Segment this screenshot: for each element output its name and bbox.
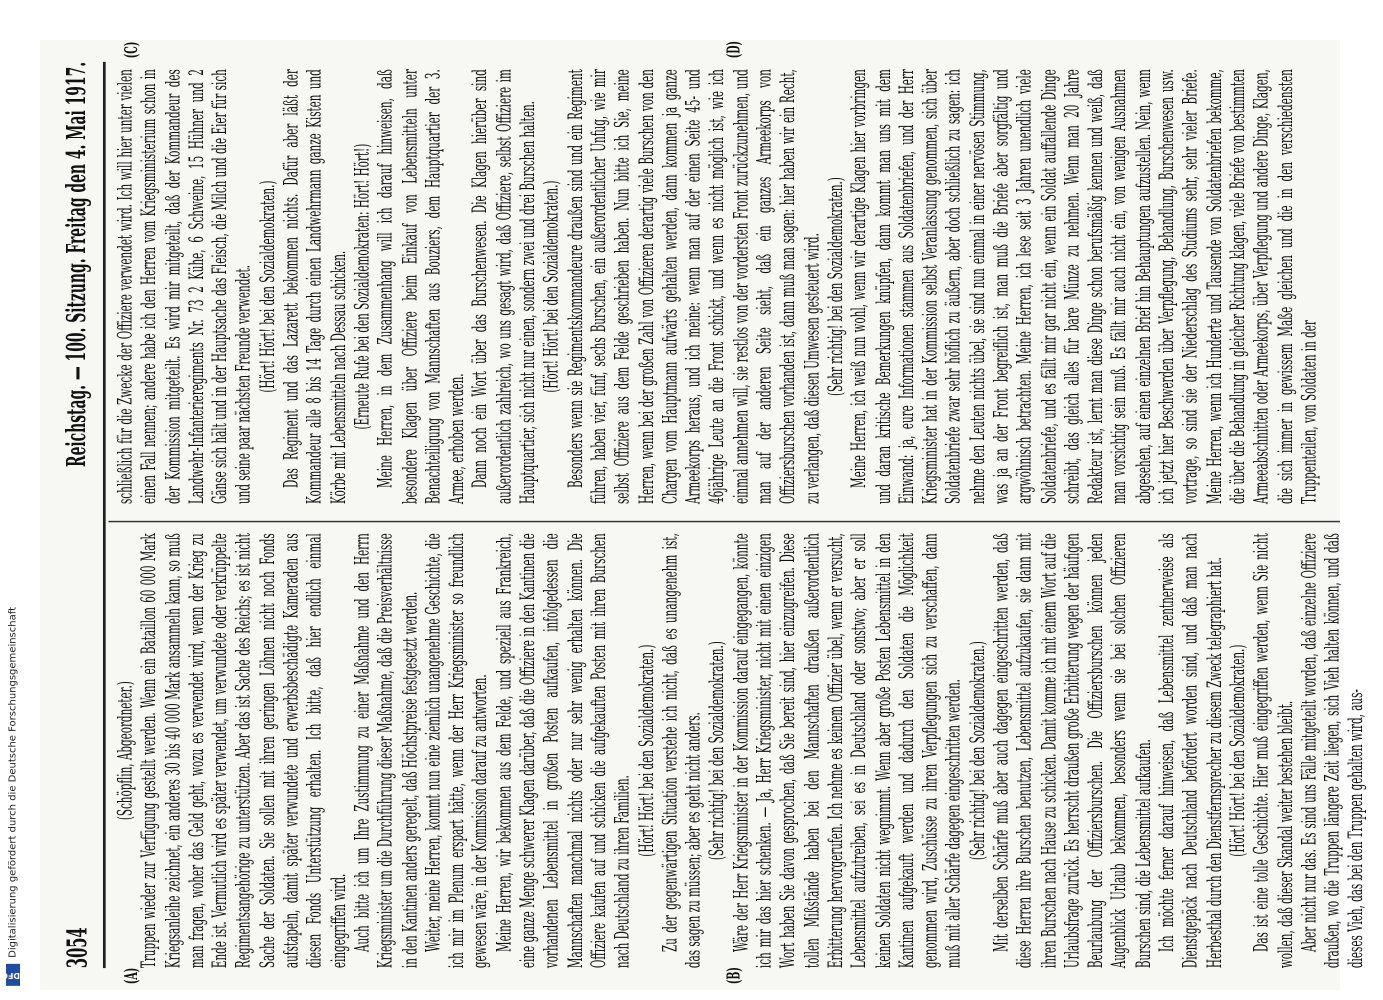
- paragraph: Weiter, meine Herren, kommt nun eine ziemlich unangenehme Geschichte, die ich mir im Plenum erspart hätte, wenn der Herr Kriegsminister so freundlich gewesen wäre, in der Kommission darauf zu antworten.: [422, 533, 493, 969]
- paragraph: Zu der gegenwärtigen Situation verstehe ich nicht, daß es unangenehm ist, das sagen zu müssen; aber es geht nicht anders.: [659, 533, 706, 969]
- credit-text: Digitalisierung gefördert durch die Deutsche Forschungsgemeinschaft: [7, 607, 19, 958]
- margin-marker-c: (C): [122, 41, 143, 59]
- interjection: (Schöpflin, Abgeordneter.): [115, 681, 138, 821]
- page-number: 3054: [60, 927, 94, 969]
- paragraph: Aber nicht nur das. Es sind uns Fälle mitgeteilt worden, daß einzelne Offiziere draußen, wo die Truppen längere Zeit liegen, sich Vieh halten können, und daß dieses Vieh, das bei den Truppen gehalten wird, aus-: [1298, 533, 1368, 969]
- digitization-credit: [1, 607, 20, 986]
- paragraph: Das Regiment und das Lazarett bekommen nichts. Dafür aber läßt der Kommandeur alle 8 bis 14 Tage durch einen Landwehrmann ganze Kisten und Körbe mit Lebensmitteln nach Dessau schicken.: [280, 69, 351, 505]
- rotated-content: [40, 40, 1368, 990]
- column-divider: [108, 521, 1340, 522]
- dfg-logo: DFG: [6, 964, 20, 986]
- paragraph: Meine Herren, in dem Zusammenhang will ich darauf hinweisen, daß besondere Klagen über Offiziere beim Einkauf von Lebensmitteln unter Benachteiligung von Mannschaften aus Bouziers, dem Hauptquartier der 3. Armee, erhoben werden.: [375, 69, 469, 505]
- interjection: (Hört! Hört! bei den Sozialdemokraten.): [541, 180, 564, 393]
- right-column: [115, 69, 1319, 504]
- header-rule: [103, 62, 106, 968]
- interjection: (Hört! Hört! bei den Sozialdemokraten.): [1227, 644, 1250, 857]
- interjection: (Sehr richtig! bei den Sozialdemokraten.): [706, 641, 729, 861]
- margin-marker-b: (B): [724, 967, 745, 985]
- paragraph: Das ist eine tolle Geschichte. Hier muß eingegriffen werden, wenn Sie nicht wollen, daß dieser Skandal weiter bestehen bleibt.: [1251, 533, 1297, 969]
- paragraph: Truppen wieder zur Verfügung gestellt werden. Wenn ein Bataillon 60 000 Mark Kriegsanleihe zeichnet, ein anderes 30 bis 40 000 Mark ansammeln kann, so muß man fragen, woher das Geld geht, wozu es verwendet wird, wenn der Krieg zu Ende ist. Vermutlich wird es später verwendet, um verwundete oder verkrüppelte Regimentsangehörige zu unterstützen. Aber das ist Sache des Reichs; es ist nicht Sache der Soldaten. Sie sollen mit ihren geringen Löhnen nicht noch Fonds aufstapeln, damit später verwundete und erwerbsbeschädigte Kameraden aus diesen Fonds Unterstützung erhalten. Ich bitte, daß hier endlich einmal eingegriffen wird.: [138, 533, 351, 969]
- paragraph: Ich möchte ferner darauf hinweisen, daß Lebensmittel zentnerweise als Dienstgepäck nach Deutschland befördert worden sind, und daß man nach Herbesthal durch den Dienstfernsprecher zu diesem Zweck telegraphiert hat.: [1156, 533, 1226, 969]
- paragraph: Dann noch ein Wort über das Burschenwesen. Die Klagen hierüber sind außerordentlich zahlreich, wo uns gesagt wird, daß Offiziere, selbst Offiziere im Hauptquartier, sich nicht nur einen, sondern zwei und drei Burschen halten.: [470, 69, 540, 505]
- interjection: (Sehr richtig! bei den Sozialdemokraten.): [825, 177, 848, 397]
- paragraph: Meine Herren, ich weiß nun wohl, wenn wir derartige Klagen hier vorbringen und daran kritische Bemerkungen knüpfen, dann kommt man uns mit dem Einwand: ja, eure Informationen stammen aus Soldatenbriefen, und der Herr Kriegsminister hat in der Kommission selbst Veranlassung genommen, sich über Soldatenbriefe zwar sehr höflich zu äußern, aber doch schließlich zu sagen: ich nehme den Leuten nichts übel, sie sind nun einmal in einer nervösen Stimmung, was ja an der Front begreiflich ist, man muß die Briefe aber sorgfältig und argwöhnisch betrachten. Meine Herren, ich lese seit 3 Jahren unendlich viele Soldatenbriefe, und es fällt mir gar nicht ein, wenn ein Soldat auffallende Dinge schreibt, das gleich alles für bare Münze zu nehmen. Wenn man 20 Jahre Redakteur ist, lernt man diese Dinge schon berufsmäßig kennen und weiß, daß man vorsichtig sein muß. Es fällt mir auch nicht ein, von wenigen Ausnahmen abgesehen, auf einen einzelnen Brief hin Behauptungen aufzustellen. Nein, wenn ich jetzt hier Beschwerden über Verpflegung, Behandlung, Burschenwesen usw. vortrage, so sind sie der Niederschlag des Studiums sehr, sehr vieler Briefe. Meine Herren, wenn ich Hunderte und Tausende von Soldatenbriefen bekomme, die über die Behandlung in gleicher Richtung klagen, viele Briefe von bestimmten Armeeabschnitten oder Armeekorps, über Verpflegung und andere Dinge, Klagen, die sich immer in gewissem Maße gleichen und die in den verschiedensten Truppenteilen, von Soldaten in der: [849, 69, 1321, 505]
- left-column: [115, 533, 1368, 969]
- margin-marker-a: (A): [122, 967, 143, 985]
- margin-marker-d: (D): [724, 40, 745, 59]
- interjection: (Hört! Hört! bei den Sozialdemokraten.): [257, 180, 280, 393]
- interjection: (Erneute Rufe bei den Sozialdemokraten: Hört! Hört!): [351, 143, 374, 430]
- interjection: (Hört! Hört! bei den Sozialdemokraten.): [635, 644, 658, 857]
- running-title: Reichstag. — 100. Sitzung. Freitag den 4. Mai 1917.: [61, 61, 92, 467]
- scanned-page: [40, 40, 1368, 990]
- paragraph: Auch bitte ich um Ihre Zustimmung zu einer Maßnahme und den Herrn Kriegsminister um die Durchführung dieser Maßnahme, daß die Preisverhältnisse in den Kantinen anders geregelt, daß Höchstpreise festgesetzt werden.: [351, 533, 422, 969]
- paragraph: schließlich für die Zwecke der Offiziere verwendet wird. Ich will hier unter vielen einen Fall nennen; andere habe ich den Herren vom Kriegsministerium schon in der Kommission mitgeteilt. Es wird mir mitgeteilt, daß der Kommandeur des Landwehr-Infanterieregiments Nr. 73 2 Kühe, 6 Schweine, 15 Hühner und 2 Gänse sich hält und in der Hauptsache das Fleisch, die Milch und die Eier für sich und seine paar nächsten Freunde verwendet.: [115, 69, 256, 505]
- paragraph: Besonders wenn sie Regimentskommandeure draußen sind und ein Regiment führen, haben vier, fünf, sechs Burschen, ein außerordentlicher Unfug, wie mir selbst Offiziere aus dem Felde geschrieben haben. Nun bitte ich Sie, meine Herren, wenn bei der großen Zahl von Offizieren derartig viele Burschen von den Chargen vom Hauptmann aufwärts gehalten werden, dann kommen ja ganze Armeekorps heraus, und ich meine: wenn man auf der einen Seite 45- und 46jährige Leute an die Front schickt, und wenn es nicht möglich ist, wie ich einmal annehmen will, sie restlos von der vordersten Front zurückzunehmen, und man auf der anderen Seite sieht, daß ein ganzes Armeekorps von Offiziersburschen vorhanden ist, dann muß man sagen: hier haben wir ein Recht, zu verlangen, daß diesen Umwesen gesteuert wird.: [564, 69, 824, 505]
- page-header: [56, 62, 97, 968]
- paragraph: Mit derselben Schärfe muß aber auch dagegen eingeschritten werden, daß diese Herren ihre Burschen benutzen, Lebensmittel aufzukaufen, sie dann mit ihren Burschen nach Hause zu schicken. Damit komme ich mit einem Wort auf die Urlaubsfrage zurück. Es herrscht draußen große Erbitterung wegen der häufigen Beurlaubung der Offiziersburschen. Die Offiziersburschen können jeden Augenblick Urlaub bekommen, besonders wenn sie bei solchen Offizieren Burschen sind, die Lebensmittel aufkaufen.: [991, 533, 1155, 969]
- paragraph: Wäre der Herr Kriegsminister in der Kommission darauf eingegangen, könnte ich mir das hier schenken. — Ja, Herr Kriegsminister, nicht mit einem einzigen Wort haben Sie davon gesprochen, daß Sie bereit sind, hier einzugreifen. Diese tollen Mißstände haben bei den Mannschaften draußen außerordentlich Erbitterung hervorgerufen. Ich nehme es keinem Offizier übel, wenn er versucht, Lebensmittel aufzutreiben, sei es in Deutschland oder sonstwo; aber er soll keinen Soldaten nicht wegnimmt. Wenn aber große Posten Lebensmittel in den Kantinen aufgekauft werden und dadurch den Soldaten die Möglichkeit genommen wird, Zuschüsse zu ihren Verpflegungen sich zu verschaffen, dann muß mit aller Schärfe dagegen eingeschritten werden.: [730, 533, 966, 969]
- interjection: (Sehr richtig! bei den Sozialdemokraten.): [967, 641, 990, 861]
- paragraph: Meine Herren, wir bekommen aus dem Felde, und speziell aus Frankreich, eine ganze Menge schwerer Klagen darüber, daß die Offiziere in den Kantinen die vorhandenen Lebensmittel in großen Posten aufkaufen, infolgedessen die Mannschaften manchmal nichts oder nur sehr wenig erhalten können. Die Offiziere kaufen auf und schicken die aufgekauften Posten mit ihren Burschen nach Deutschland zu ihren Familien.: [493, 533, 635, 969]
